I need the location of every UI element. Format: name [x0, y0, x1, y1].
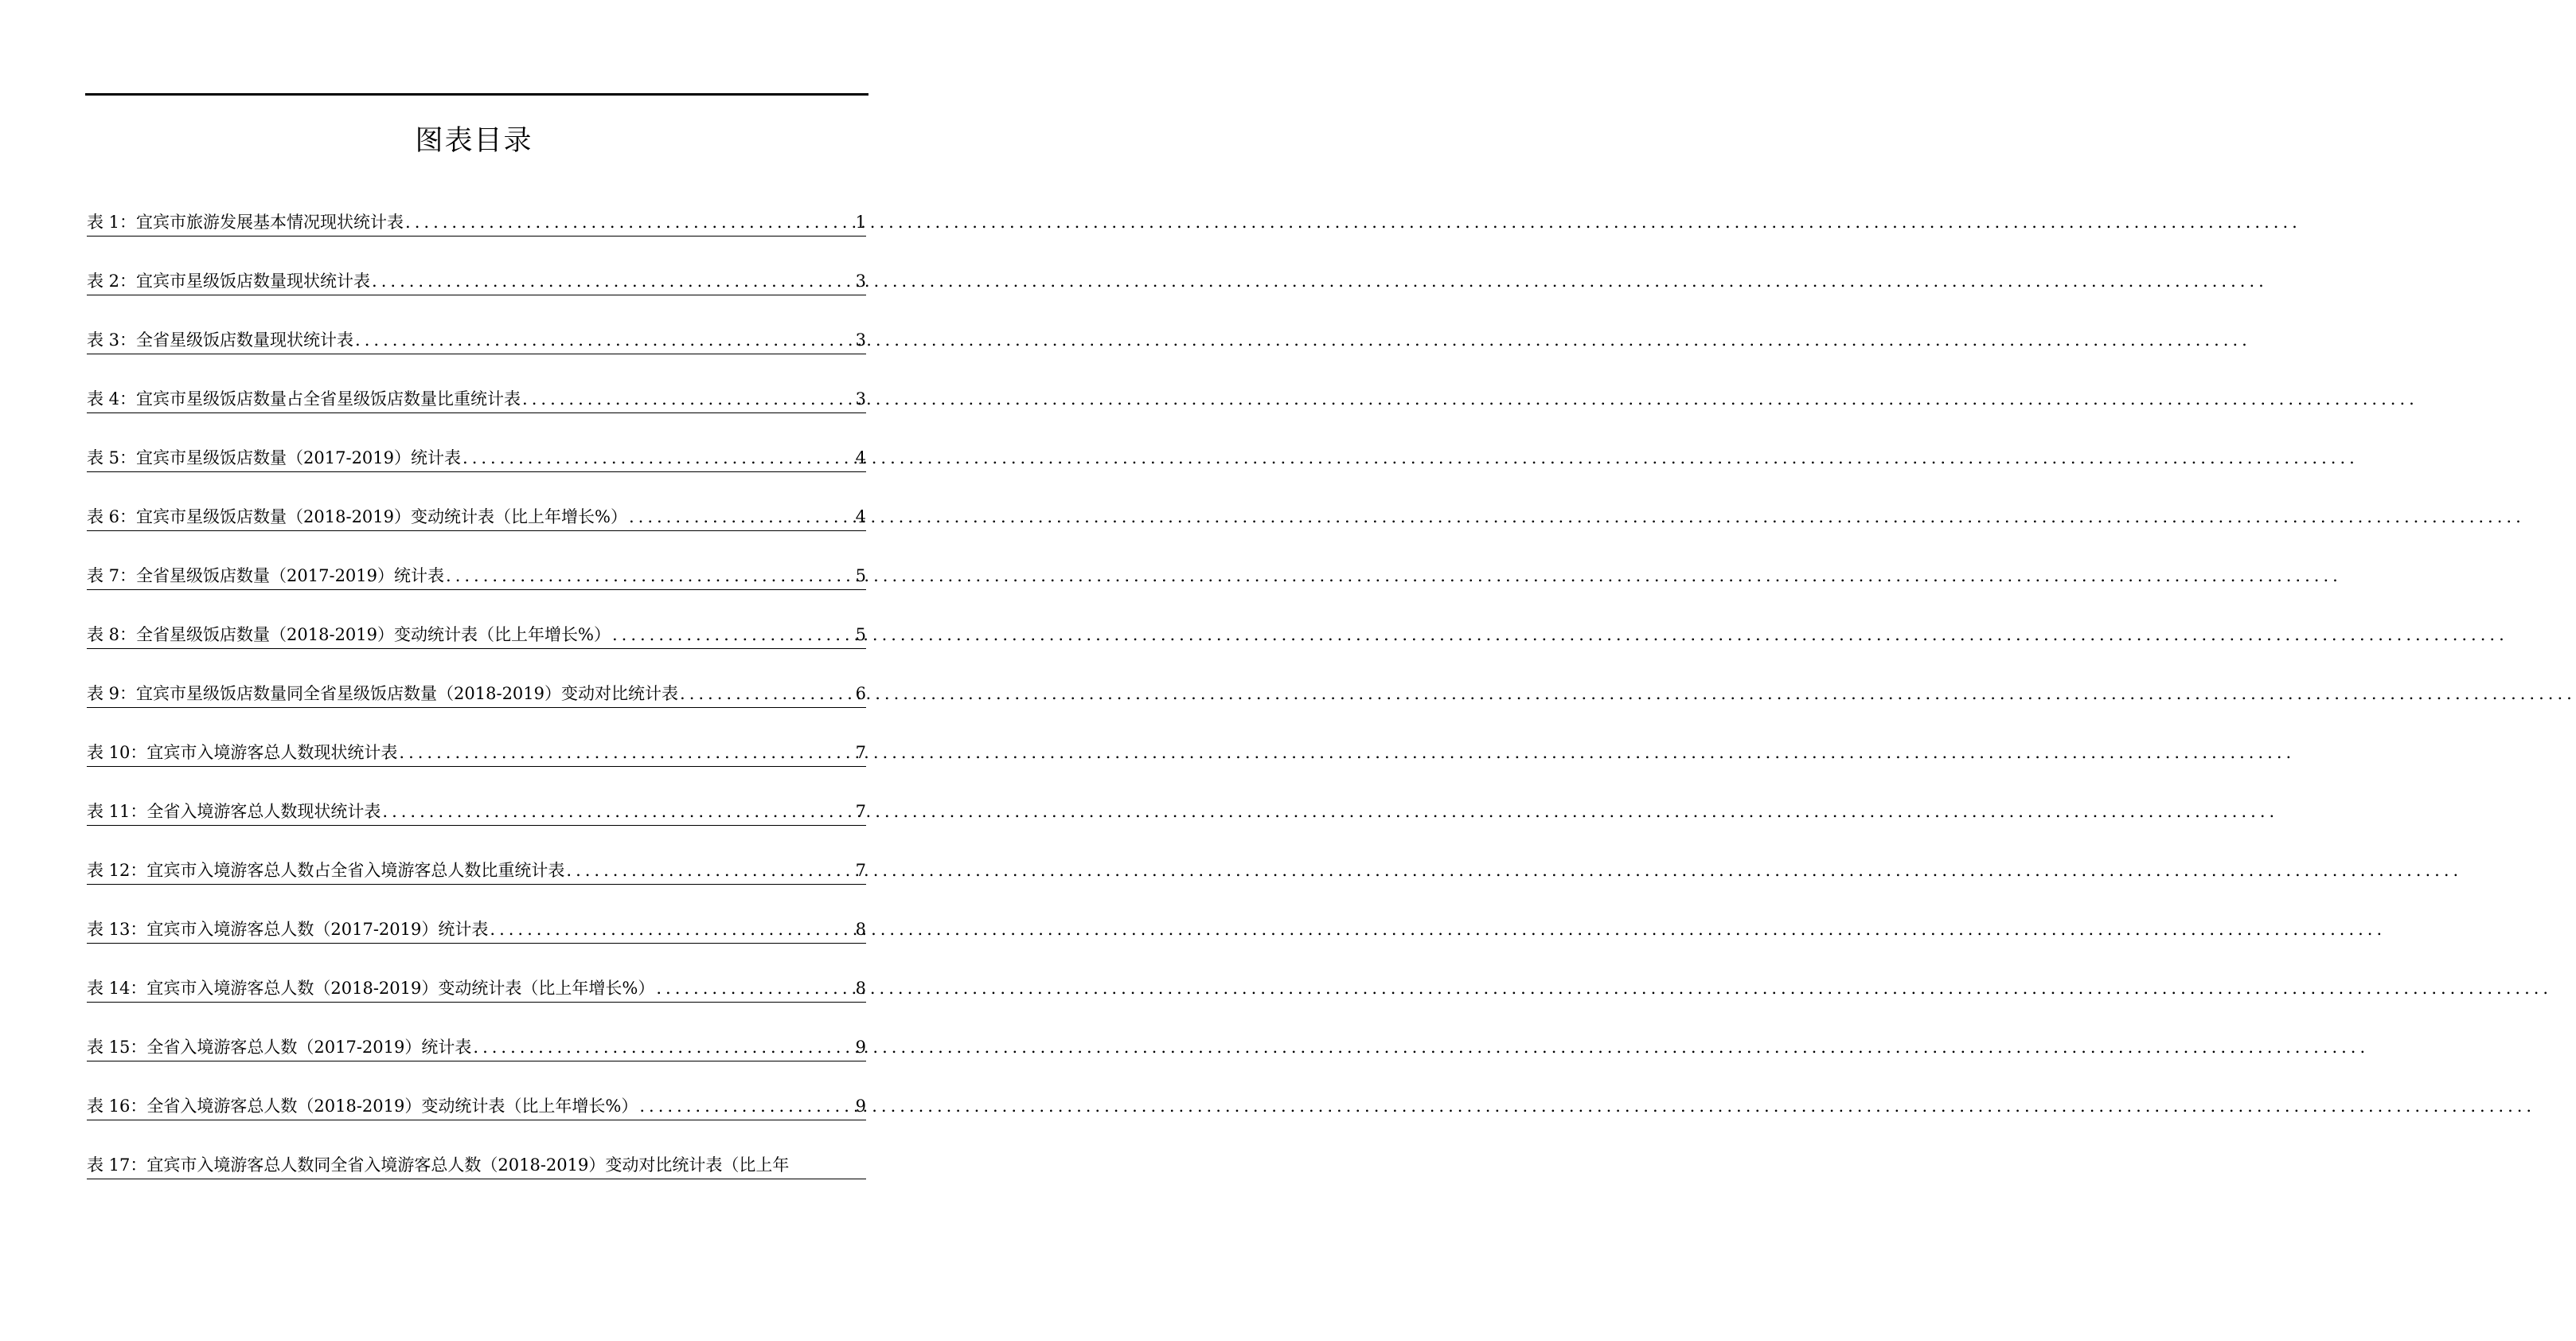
- toc-page-number: 8: [855, 920, 866, 939]
- dot-leader: [638, 1094, 855, 1120]
- toc-entry-label: 表 6：宜宾市星级饭店数量（2018-2019）变动统计表（比上年增长%）: [87, 507, 627, 526]
- toc-entry-label: 表 5：宜宾市星级饭店数量（2017-2019）统计表: [87, 448, 462, 467]
- toc-entry-3[interactable]: [87, 326, 866, 354]
- header-rule: [85, 93, 868, 96]
- toc-entry-7[interactable]: [87, 562, 866, 590]
- toc-entry-label: 表 11：全省入境游客总人数现状统计表: [87, 802, 381, 821]
- dot-leader: [370, 269, 856, 295]
- toc-entry-9[interactable]: [87, 680, 866, 708]
- toc-entry-14[interactable]: [87, 975, 866, 1003]
- dot-leader: [353, 328, 856, 354]
- toc-page-number: 3: [855, 389, 866, 409]
- toc-entry-8[interactable]: [87, 621, 866, 649]
- toc-entry-13[interactable]: [87, 916, 866, 944]
- toc-page-number: 7: [855, 802, 866, 821]
- toc-page-number: 4: [855, 448, 866, 467]
- dot-leader: [654, 976, 855, 1002]
- toc-page-number: 5: [855, 625, 866, 644]
- page-title: 图表目录: [415, 125, 533, 157]
- toc-page-number: 7: [855, 861, 866, 880]
- toc-page-number: 8: [855, 979, 866, 998]
- dot-leader: [404, 210, 856, 236]
- toc-page-number: 1: [855, 213, 866, 232]
- toc-page-number: 7: [855, 743, 866, 762]
- toc-page-number: 9: [855, 1038, 866, 1057]
- toc-page-number: 3: [855, 330, 866, 350]
- toc-entry-10[interactable]: [87, 739, 866, 767]
- toc-entry-label: 表 9：宜宾市星级饭店数量同全省星级饭店数量（2018-2019）变动对比统计表: [87, 684, 679, 703]
- toc-page-number: 9: [855, 1097, 866, 1116]
- toc-entry-6[interactable]: [87, 503, 866, 531]
- toc-entry-2[interactable]: [87, 268, 866, 295]
- toc-page-number: 5: [855, 566, 866, 585]
- toc-entry-label: 表 8：全省星级饭店数量（2018-2019）变动统计表（比上年增长%）: [87, 625, 611, 644]
- toc-entry-label: 表 7：全省星级饭店数量（2017-2019）统计表: [87, 566, 445, 585]
- toc-entry-label: 表 12：宜宾市入境游客总人数占全省入境游客总人数比重统计表: [87, 861, 565, 880]
- toc-entry-5[interactable]: [87, 444, 866, 472]
- toc-entry-label: 表 3：全省星级饭店数量现状统计表: [87, 330, 354, 350]
- dot-leader: [488, 917, 855, 943]
- toc-page-number: 6: [855, 684, 866, 703]
- toc-entry-label: 表 4：宜宾市星级饭店数量占全省星级饭店数量比重统计表: [87, 389, 521, 409]
- dot-leader: [678, 682, 856, 707]
- toc-page-number: 3: [855, 272, 866, 291]
- toc-entry-label: 表 10：宜宾市入境游客总人数现状统计表: [87, 743, 398, 762]
- dot-leader: [564, 858, 855, 884]
- toc-entry-17[interactable]: [87, 1151, 866, 1179]
- dot-leader: [444, 564, 856, 589]
- dot-leader: [461, 446, 856, 471]
- toc-entry-16[interactable]: [87, 1093, 866, 1120]
- dot-leader: [471, 1035, 855, 1061]
- toc-entry-label: 表 17：宜宾市入境游客总人数同全省入境游客总人数（2018-2019）变动对比统计表（比上年: [87, 1155, 790, 1175]
- dot-leader: [521, 387, 856, 412]
- dot-leader: [611, 623, 856, 648]
- toc-entry-label: 表 15：全省入境游客总人数（2017-2019）统计表: [87, 1038, 472, 1057]
- toc-entry-label: 表 2：宜宾市星级饭店数量现状统计表: [87, 272, 371, 291]
- dot-leader: [627, 505, 856, 530]
- toc-entry-1[interactable]: [87, 209, 866, 237]
- toc-entry-label: 表 14：宜宾市入境游客总人数（2018-2019）变动统计表（比上年增长%）: [87, 979, 655, 998]
- toc-entry-15[interactable]: [87, 1034, 866, 1061]
- dot-leader: [397, 741, 855, 766]
- toc-entry-4[interactable]: [87, 385, 866, 413]
- toc-entry-label: 表 1：宜宾市旅游发展基本情况现状统计表: [87, 213, 404, 232]
- toc-entry-label: 表 16：全省入境游客总人数（2018-2019）变动统计表（比上年增长%）: [87, 1097, 638, 1116]
- toc-entry-12[interactable]: [87, 857, 866, 885]
- toc-page-number: 4: [855, 507, 866, 526]
- toc-entry-label: 表 13：宜宾市入境游客总人数（2017-2019）统计表: [87, 920, 489, 939]
- dot-leader: [381, 800, 855, 825]
- toc-entry-11[interactable]: [87, 798, 866, 826]
